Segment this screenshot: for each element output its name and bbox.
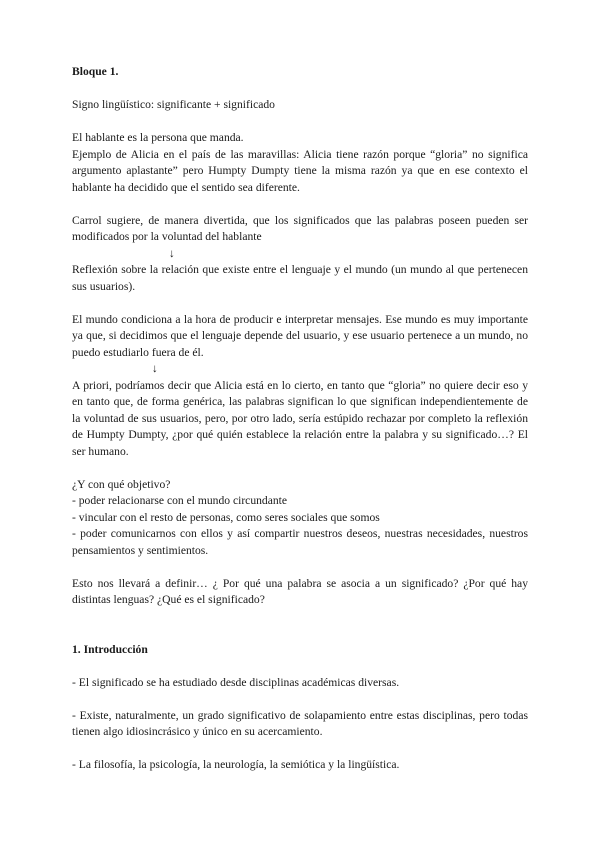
list-item: - vincular con el resto de personas, como seres sociales que somos (72, 510, 380, 524)
down-arrow-icon: ↓ (152, 362, 158, 375)
paragraph-alicia-example: Ejemplo de Alicia en el país de las maravillas: Alicia tiene razón porque “gloria” no significa argumento aplastante” pero Humpty Dumpty tiene la misma razón ya que en ese contexto el hablante ha decidido que el sentido sea diferente. (72, 147, 528, 194)
section-heading-introduccion: 1. Introducción (72, 642, 148, 656)
list-item: - El significado se ha estudiado desde disciplinas académicas diversas. (72, 675, 400, 689)
paragraph-carrol: Carrol sugiere, de manera divertida, que los significados que las palabras poseen pueden ser modificados por la voluntad del hablante (72, 213, 528, 243)
paragraph-definir: Esto nos llevará a definir… ¿ Por qué una palabra se asocia a un significado? ¿Por qué hay distintas lenguas? ¿Qué es el significado? (72, 576, 528, 606)
paragraph-hablante: El hablante es la persona que manda. (72, 131, 244, 144)
down-arrow-icon: ↓ (169, 246, 175, 260)
list-item: - poder relacionarse con el mundo circundante (72, 494, 288, 507)
block-title: Bloque 1. (72, 65, 119, 78)
block-subtitle: Signo lingüístico: significante + significado (72, 98, 275, 111)
paragraph-reflexion: Reflexión sobre la relación que existe entre el lenguaje y el mundo (un mundo al que pertenecen sus usuarios). (72, 263, 528, 293)
paragraph-mundo: El mundo condiciona a la hora de producir e interpretar mensajes. Ese mundo es muy importante ya que, si decidimos que el lenguaje depende del usuario, y ese usuario pertenece a un mundo, no puedo estudiarlo fuera de él. (72, 312, 528, 359)
list-item: - poder comunicarnos con ellos y así compartir nuestros deseos, nuestras necesidades, nuestros pensamientos y sentimientos. (72, 527, 528, 557)
document-page (72, 64, 528, 774)
list-item: - La filosofía, la psicología, la neurología, la semiótica y la lingüística. (72, 758, 400, 771)
paragraph-a-priori: A priori, podríamos decir que Alicia está en lo cierto, en tanto que “gloria” no quiere decir eso y en tanto que, de forma genérica, las palabras significan lo que significan independientemente de la voluntad de sus usuarios, pero, por otro lado, sería estúpido rechazar por completo la reflexión de Humpty Dumpty, ¿por qué quién establece la relación entre la palabra y su significado…? El ser humano. (72, 378, 528, 458)
question-objetivo: ¿Y con qué objetivo? (72, 477, 171, 491)
list-item: - Existe, naturalmente, un grado significativo de solapamiento entre estas disciplinas, pero todas tienen algo idiosincrásico y único en su acercamiento. (72, 708, 528, 738)
